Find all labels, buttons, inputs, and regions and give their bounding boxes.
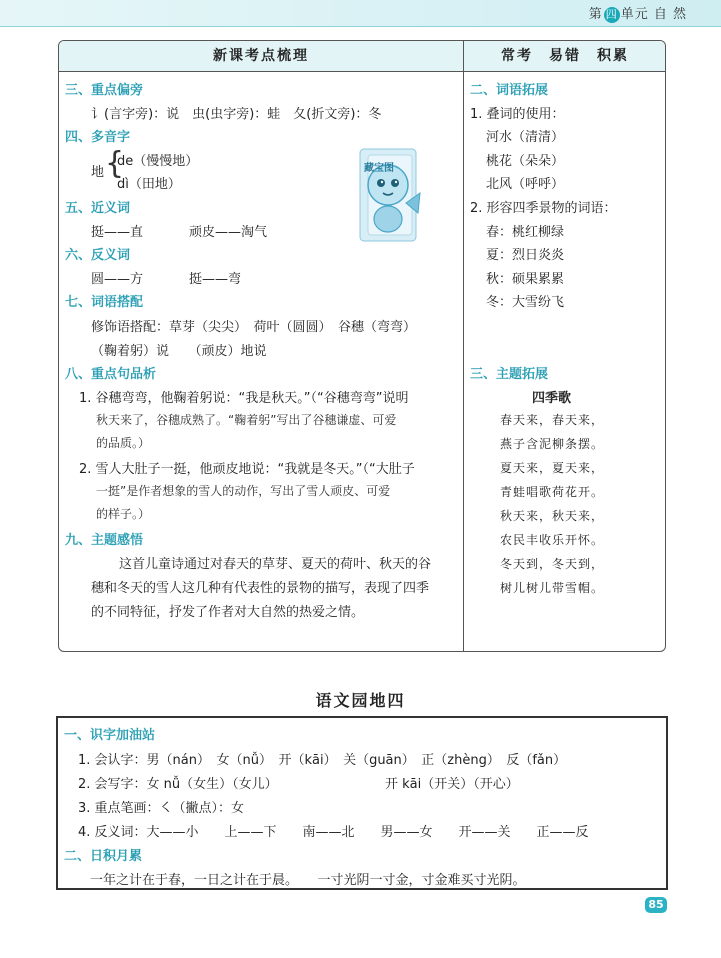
top-rule — [0, 26, 721, 27]
polyphone-reading: de（慢慢地） — [117, 154, 199, 169]
study-notes-box — [58, 40, 666, 652]
poem-line: 秋天来，秋天来， — [500, 509, 605, 523]
mascot-illustration — [354, 133, 424, 248]
section-title: 五、近义词 — [65, 201, 131, 216]
analysis-line: 2. 雪人大肚子一挺，他顽皮地说：“我就是冬天。”（“大肚子 — [79, 462, 415, 477]
extension-line: 冬：大雪纷飞 — [486, 295, 565, 310]
section-title: 二、词语拓展 — [470, 83, 549, 98]
section-title: 六、反义词 — [65, 248, 131, 263]
collocation-line: （鞠着躬）说 （顽皮）地说 — [91, 344, 267, 359]
brace-icon: { — [105, 146, 125, 181]
poem-line: 青蛙唱歌荷花开。 — [500, 485, 605, 499]
extension-line: 桃花（朵朵） — [486, 154, 565, 169]
proverb-line: 一年之计在于春，一日之计在于晨。 一寸光阴一寸金，寸金难买寸光阴。 — [90, 873, 526, 888]
garden-line: 开 kāi（开关）（开心） — [385, 777, 519, 792]
extension-line: 北风（呼呼） — [486, 177, 565, 192]
extension-line: 秋：硕果累累 — [486, 272, 565, 287]
poem-line: 树儿树儿带雪帽。 — [500, 581, 605, 595]
analysis-line: 的品质。） — [96, 436, 151, 450]
page-number: 85 — [645, 897, 667, 913]
synonym-pair: 挺——直 — [91, 225, 144, 240]
poem-line: 春天来，春天来， — [500, 413, 605, 427]
poem-line: 农民丰收乐开怀。 — [500, 533, 605, 547]
section-title: 二、日积月累 — [64, 849, 143, 864]
theme-paragraph-line: 的不同特征，抒发了作者对大自然的热爱之情。 — [91, 605, 365, 620]
section-title: 一、识字加油站 — [64, 728, 156, 743]
extension-line: 2. 形容四季景物的词语： — [470, 201, 617, 216]
theme-paragraph-line: 这首儿童诗通过对春天的草芽、夏天的荷叶、秋天的谷 — [119, 557, 432, 572]
section-title: 四、多音字 — [65, 130, 131, 145]
poem-title: 四季歌 — [532, 391, 572, 406]
extension-line: 夏：烈日炎炎 — [486, 248, 565, 263]
mascot-label: 藏宝图 — [364, 163, 394, 174]
section-title: 七、词语搭配 — [65, 295, 144, 310]
unit-prefix: 第 — [588, 7, 603, 22]
section-title: 八、重点句品析 — [65, 367, 157, 382]
garden-line: 1. 会认字：男（nán） 女（nǚ） 开（kāi） 关（guān） 正（zhèng） 反（fǎn） — [78, 753, 567, 768]
section-title: 三、重点偏旁 — [65, 83, 144, 98]
box-header — [59, 41, 665, 72]
analysis-line: 1. 谷穗弯弯，他鞠着躬说：“我是秋天。”（“谷穗弯弯”说明 — [79, 391, 409, 406]
analysis-line: 一挺”是作者想象的雪人的动作，写出了雪人顽皮、可爱 — [96, 484, 391, 498]
analysis-line: 秋天来了，谷穗成熟了。“鞠着躬”写出了谷穗谦虚、可爱 — [96, 413, 397, 427]
antonym-pair: 挺——弯 — [189, 272, 242, 287]
right-column-title: 常考 易错 积累 — [501, 48, 629, 64]
poem-line: 燕子含泥柳条摆。 — [500, 437, 605, 451]
polyphone-char: 地 — [91, 165, 105, 180]
collocation-line: 修饰语搭配：草芽（尖尖） 荷叶（圆圆） 谷穗（弯弯） — [91, 320, 417, 335]
synonym-pair: 顽皮——淘气 — [189, 225, 268, 240]
extension-line: 河水（清清） — [486, 130, 565, 145]
section-heading: 语文园地四 — [315, 691, 406, 710]
radicals-line: 讠(言字旁)：说 虫(虫字旁)：蛙 夂(折文旁)：冬 — [91, 107, 382, 122]
section-title: 九、主题感悟 — [65, 533, 144, 548]
garden-line: 4. 反义词：大——小 上——下 南——北 男——女 开——关 正——反 — [78, 825, 589, 840]
analysis-line: 的样子。） — [96, 507, 151, 521]
unit-number-badge: 四 — [605, 8, 618, 21]
poem-line: 冬天到，冬天到， — [500, 557, 605, 571]
unit-label — [589, 3, 687, 23]
language-garden-box — [56, 716, 668, 890]
garden-line: 3. 重点笔画：㇛（撇点）：女 — [78, 801, 245, 816]
section-title: 三、主题拓展 — [470, 367, 549, 382]
extension-line: 1. 叠词的使用： — [470, 107, 565, 122]
garden-line: 2. 会写字：女 nǚ（女生）（女儿） — [78, 777, 278, 792]
unit-suffix: 单元 自 然 — [620, 7, 687, 22]
column-divider — [463, 41, 464, 651]
antonym-pair: 圆——方 — [91, 272, 144, 287]
polyphone-reading: dì（田地） — [117, 177, 181, 192]
poem-line: 夏天来，夏天来， — [500, 461, 605, 475]
theme-paragraph-line: 穗和冬天的雪人这几种有代表性的景物的描写，表现了四季 — [91, 581, 430, 596]
extension-line: 春：桃红柳绿 — [486, 225, 565, 240]
left-column-title: 新课考点梳理 — [213, 48, 309, 64]
